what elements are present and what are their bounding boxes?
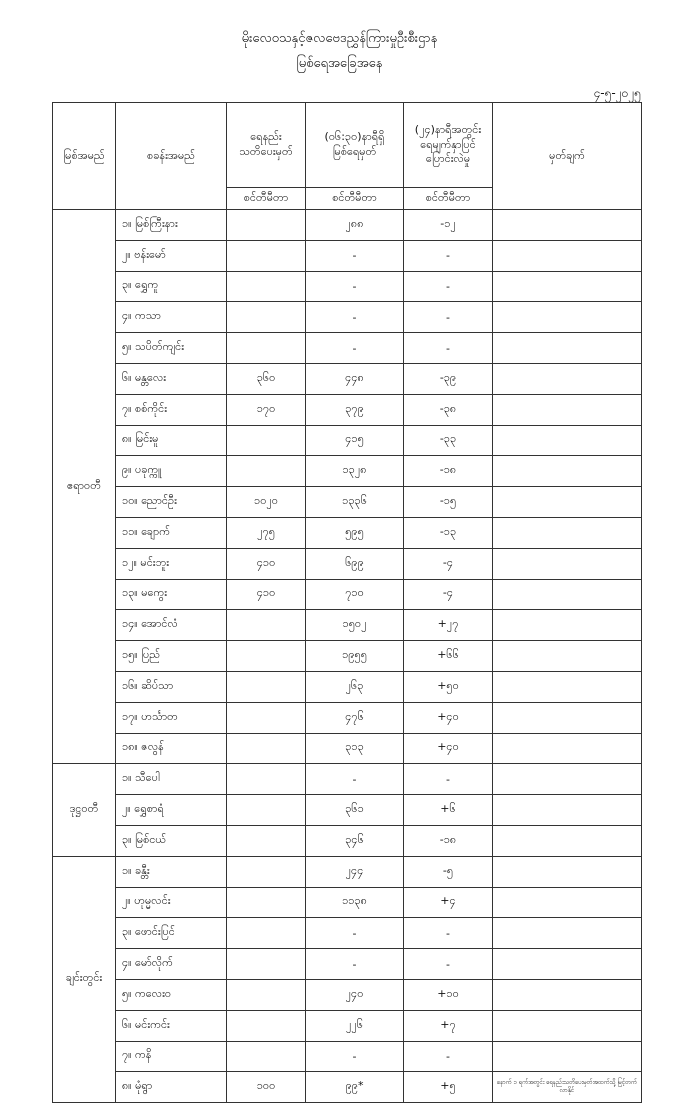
station-name: ၁၆။ ဆိပ်သာ (116, 671, 227, 702)
danger-level (227, 825, 306, 856)
remarks (493, 918, 642, 949)
danger-level (227, 702, 306, 733)
table-row (53, 702, 642, 733)
level-change: -၁၃ (404, 517, 493, 548)
table-row (53, 517, 642, 548)
danger-level (227, 887, 306, 918)
remarks (493, 548, 642, 579)
remarks (493, 795, 642, 826)
station-name: ၁၇။ ဟင်္သာတ (116, 702, 227, 733)
remarks (493, 271, 642, 302)
water-level: ၆၉၉ (306, 548, 404, 579)
water-level: ၂၂၆ (306, 1010, 404, 1041)
table-row (53, 548, 642, 579)
station-name: ၁၈။ ဇလွန် (116, 733, 227, 764)
level-change: +၆ (404, 795, 493, 826)
remarks (493, 363, 642, 394)
remarks (493, 456, 642, 487)
level-change: +၆၆ (404, 641, 493, 672)
station-name: ၁၃။ မကွေး (116, 579, 227, 610)
remarks (493, 1010, 642, 1041)
remarks (493, 517, 642, 548)
table-row (53, 610, 642, 641)
station-name: ၈။ မုံရွာ (116, 1072, 227, 1103)
station-name: ၇။ စစ်ကိုင်း (116, 394, 227, 425)
water-level: ၂၈၈ (306, 210, 404, 241)
danger-level (227, 210, 306, 241)
danger-level: ၁၀၂၀ (227, 487, 306, 518)
water-level: ၉၉* (306, 1072, 404, 1103)
table-row (53, 210, 642, 241)
remarks (493, 856, 642, 887)
station-name: ၃။ ဖောင်းပြင် (116, 918, 227, 949)
danger-level (227, 456, 306, 487)
danger-level (227, 271, 306, 302)
water-level: ၃၆၁ (306, 795, 404, 826)
danger-level: ၁၀၀ (227, 1072, 306, 1103)
water-level: ၃၁၃ (306, 733, 404, 764)
col-header-danger (227, 103, 306, 188)
level-change: +၅ (404, 1072, 493, 1103)
water-level: - (306, 918, 404, 949)
station-name: ၆။ မန္တလေး (116, 363, 227, 394)
level-change: -၁၂ (404, 210, 493, 241)
table-row (53, 733, 642, 764)
water-level: ၅၉၅ (306, 517, 404, 548)
table-row (53, 918, 642, 949)
remarks (493, 333, 642, 364)
table-row (53, 363, 642, 394)
level-change: -၁၅ (404, 487, 493, 518)
page-subtitle: မြစ်ရေအခြေအနေ (296, 56, 383, 71)
danger-level (227, 764, 306, 795)
table-row (53, 579, 642, 610)
level-change: -၅ (404, 856, 493, 887)
remarks (493, 825, 642, 856)
remarks (493, 702, 642, 733)
table-row (53, 949, 642, 980)
water-level: - (306, 949, 404, 980)
table-row (53, 333, 642, 364)
station-name: ၅။ သပိတ်ကျင်း (116, 333, 227, 364)
station-name: ၁။ ခန္တီး (116, 856, 227, 887)
table-row (53, 425, 642, 456)
remarks (493, 487, 642, 518)
water-level: ၁၃၃၆ (306, 487, 404, 518)
station-name: ၅။ ကလေးဝ (116, 979, 227, 1010)
table-row (53, 302, 642, 333)
table-row (53, 641, 642, 672)
table-row (53, 856, 642, 887)
header-row (53, 103, 642, 188)
river-name: ဒုဋ္ဌဝတီ (53, 764, 116, 856)
danger-level (227, 918, 306, 949)
water-level: ၄၇၆ (306, 702, 404, 733)
unit-danger: စင်တီမီတာ (227, 188, 306, 210)
remarks (493, 579, 642, 610)
danger-level (227, 302, 306, 333)
water-level: ၂၆၃ (306, 671, 404, 702)
water-level: ၃၄၆ (306, 825, 404, 856)
station-name: ၉။ ပခုက္ကူ (116, 456, 227, 487)
danger-level: ၂၇၅ (227, 517, 306, 548)
level-change: +၂၇ (404, 610, 493, 641)
level-change: - (404, 949, 493, 980)
table-row (53, 764, 642, 795)
level-change: +၅၀ (404, 671, 493, 702)
level-change: -၃၈ (404, 394, 493, 425)
level-change: - (404, 271, 493, 302)
river-level-table (52, 102, 642, 1103)
level-change: - (404, 764, 493, 795)
level-change: -၁၈ (404, 825, 493, 856)
remarks (493, 887, 642, 918)
station-name: ၁၁။ ချောက် (116, 517, 227, 548)
table-row (53, 487, 642, 518)
water-level: - (306, 1041, 404, 1072)
station-name: ၇။ ကနိ (116, 1041, 227, 1072)
water-level: ၇၁၀ (306, 579, 404, 610)
col-header-remarks: မှတ်ချက် (493, 103, 642, 210)
remarks (493, 302, 642, 333)
station-name: ၁၄။ အောင်လံ (116, 610, 227, 641)
station-name: ၂။ ဗန်းမော် (116, 240, 227, 271)
danger-level: ၄၁၀ (227, 579, 306, 610)
remarks (493, 425, 642, 456)
station-name: ၄။ မော်လိုက် (116, 949, 227, 980)
water-level: ၃၇၉ (306, 394, 404, 425)
danger-level (227, 733, 306, 764)
level-change: - (404, 1041, 493, 1072)
table-row (53, 979, 642, 1010)
level-change: -၄ (404, 579, 493, 610)
remarks (493, 210, 642, 241)
water-level: ၁၉၅၅ (306, 641, 404, 672)
remarks (493, 733, 642, 764)
remarks (493, 394, 642, 425)
col-header-station: စခန်းအမည် (116, 103, 227, 210)
station-name: ၆။ မင်းကင်း (116, 1010, 227, 1041)
col-header-change-label: (၂၄)နာရီအတွင်း ရေမျက်နှာပြင် ပြောင်းလဲမှု (414, 122, 482, 166)
water-level: ၁၃၂၈ (306, 456, 404, 487)
station-name: ၂။ ဟုမ္မလင်း (116, 887, 227, 918)
remarks (493, 1041, 642, 1072)
page-title: မိုးလေဝသနှင့်ဇလဗေဒညွှန်ကြားမှုဦးစီးဌာန (241, 31, 438, 46)
station-name: ၁။ မြစ်ကြီးနား (116, 210, 227, 241)
level-change: -၃၉ (404, 363, 493, 394)
remarks (493, 641, 642, 672)
danger-level (227, 1010, 306, 1041)
level-change: +၄ (404, 887, 493, 918)
station-name: ၁။ သီပေါ (116, 764, 227, 795)
danger-level: ၄၁၀ (227, 548, 306, 579)
river-name: ဧရာဝတီ (53, 210, 116, 764)
danger-level (227, 425, 306, 456)
table-row (53, 271, 642, 302)
station-name: ၂။ ရွှေစာရံ (116, 795, 227, 826)
col-header-river: မြစ်အမည် (53, 103, 116, 210)
table-row (53, 795, 642, 826)
level-change: - (404, 918, 493, 949)
danger-level (227, 641, 306, 672)
remarks (493, 240, 642, 271)
station-name: ၁၂။ မင်းဘူး (116, 548, 227, 579)
table-row (53, 456, 642, 487)
danger-level (227, 240, 306, 271)
danger-level (227, 979, 306, 1010)
danger-level (227, 795, 306, 826)
col-header-level-label: (၀၆:၃၀)နာရီရှိ မြစ်ရေမှတ် (324, 130, 385, 158)
station-name: ၈။ မြင်းမူ (116, 425, 227, 456)
unit-change: စင်တီမီတာ (404, 188, 493, 210)
danger-level (227, 671, 306, 702)
level-change: -၃၃ (404, 425, 493, 456)
water-level: - (306, 240, 404, 271)
table-row (53, 1041, 642, 1072)
water-level: ၁၅၀၂ (306, 610, 404, 641)
river-name: ချင်းတွင်း (53, 856, 116, 1102)
remarks (493, 949, 642, 980)
station-name: ၁၅။ ပြည် (116, 641, 227, 672)
level-change: +၄၀ (404, 733, 493, 764)
col-header-danger-label: ရေနည်း သတိပေးမှတ် (239, 130, 293, 158)
col-header-level (306, 103, 404, 188)
water-level: - (306, 764, 404, 795)
level-change: -၄ (404, 548, 493, 579)
level-change: +၇ (404, 1010, 493, 1041)
water-level: ၂၄၄ (306, 856, 404, 887)
remarks: နောက် ၁ ရက်အတွင်း ရေနည်းသတိပေးမှတ်အထက်သို့ မြင့်တက်လာနိုင် (493, 1072, 642, 1103)
water-level: - (306, 271, 404, 302)
water-level: ၄၁၅ (306, 425, 404, 456)
level-change: - (404, 302, 493, 333)
station-name: ၄။ ကသာ (116, 302, 227, 333)
water-level: ၁၁၃၈ (306, 887, 404, 918)
table-row (53, 671, 642, 702)
water-level: ၄၄၈ (306, 363, 404, 394)
station-name: ၁၀။ ညောင်ဦး (116, 487, 227, 518)
station-name: ၃။ ရွှေကူ (116, 271, 227, 302)
table-row (53, 394, 642, 425)
level-change: +၄၀ (404, 702, 493, 733)
water-level: - (306, 302, 404, 333)
table-row (53, 1072, 642, 1103)
danger-level (227, 856, 306, 887)
table-row (53, 825, 642, 856)
danger-level (227, 610, 306, 641)
remarks (493, 671, 642, 702)
water-level: - (306, 333, 404, 364)
col-header-change (404, 103, 493, 188)
water-level: ၂၄၀ (306, 979, 404, 1010)
station-name: ၃။ မြစ်ငယ် (116, 825, 227, 856)
table-row (53, 1010, 642, 1041)
danger-level (227, 949, 306, 980)
danger-level: ၁၇၀ (227, 394, 306, 425)
remarks (493, 764, 642, 795)
report-date: ၄-၅-၂၀၂၅ (593, 86, 641, 100)
level-change: - (404, 240, 493, 271)
unit-level: စင်တီမီတာ (306, 188, 404, 210)
remarks (493, 610, 642, 641)
table-body (53, 210, 642, 1103)
danger-level (227, 333, 306, 364)
level-change: - (404, 333, 493, 364)
table-row (53, 240, 642, 271)
level-change: +၁၀ (404, 979, 493, 1010)
danger-level (227, 1041, 306, 1072)
level-change: -၁၈ (404, 456, 493, 487)
danger-level: ၃၆၀ (227, 363, 306, 394)
remarks (493, 979, 642, 1010)
table-row (53, 887, 642, 918)
